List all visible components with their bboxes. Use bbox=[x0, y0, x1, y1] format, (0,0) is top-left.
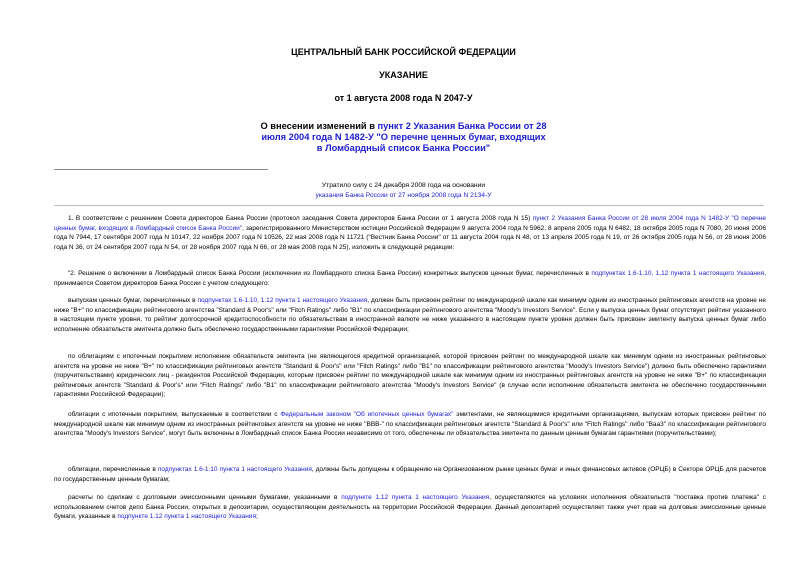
status-link[interactable]: указания Банка России от 27 ноября 2008 года N 2134-У bbox=[315, 192, 492, 199]
paragraph-5 bbox=[54, 410, 766, 439]
link[interactable]: Федеральным законом "Об ипотечных ценных бумагах" bbox=[280, 411, 454, 418]
link[interactable]: подпунктах 1.6-1.10, 1.12 пункта 1 настоящего Указания bbox=[197, 297, 368, 304]
doc-date-heading: от 1 августа 2008 года N 2047-У bbox=[334, 93, 473, 103]
text: эмитентами, не являющимися кредитными организациями, выпускам которых присвоен рейтинг по международной шкале как минимум одним из иностранных рейтинговых агентств на уровне не ниже "BBB-" по классификации рейтинговых агентств "Standard & Poor's" или "Fitch Ratings" либо "Baa3" по классификации рейтингового агентства "Moody's Investors Service", могут быть включены в Ломбардный список Банка России независимо от того, обеспечены ли обязательства эмитента по данным ценным бумагам гарантиями (поручительствами); bbox=[54, 411, 767, 438]
text: , принимается Советом директоров Банка России с учетом следующего: bbox=[54, 270, 766, 287]
paragraph-6 bbox=[54, 465, 766, 484]
text: облигации с ипотечным покрытием, выпускаемые в соответствии с bbox=[68, 411, 281, 418]
paragraph-4 bbox=[54, 352, 766, 400]
link[interactable]: подпунктах 1.6-1.10 пункта 1 настоящего Указания bbox=[157, 466, 312, 473]
link[interactable]: подпункте 1.12 пункта 1 настоящего Указания bbox=[341, 494, 490, 501]
text: "2. Решение о включении в Ломбардный список Банка России (исключении из Ломбардного списка Банка России) конкретных выпусков ценных бумаг, перечисленных в bbox=[68, 270, 592, 277]
text: расчеты по сделкам с долговыми эмиссионными ценными бумагами, указанными в bbox=[68, 494, 342, 501]
link[interactable]: пункт 2 Указания Банка России от 28 июля 2004 года N 1482-У "О перечне ценных бумаг, входящих в Ломбардный список Банка России" bbox=[54, 215, 766, 232]
text: ; bbox=[255, 513, 258, 521]
divider bbox=[54, 205, 764, 206]
paragraph-7 bbox=[54, 493, 766, 522]
document-title bbox=[0, 121, 807, 154]
paragraph-2 bbox=[54, 269, 766, 288]
paragraph-1 bbox=[54, 214, 766, 252]
text: 1. В соответствии с решением Совета директоров Банка России (протокол заседания Совета директоров Банка России от 1 августа 2008 года N 15) bbox=[68, 215, 533, 222]
text: выпускам ценных бумаг, перечисленных в bbox=[68, 297, 198, 304]
divider bbox=[54, 169, 268, 170]
link[interactable]: подпунктах 1.6-1.10, 1.12 пункта 1 настоящего Указания bbox=[591, 270, 765, 277]
text: по облигациям с ипотечным покрытием исполнение обязательств эмитента (не являющегося кредитной организацией, которой присвоен рейтинг по международной шкале как минимум одним из иностранных рейтинговых агентств на уровне не ниже "B+" по классификации рейтинговых агентств "Standard & Poor's" или "Fitch Ratings" либо "B1" по классификации рейтингового агентства "Moody's Investors Service") должно быть обеспечено гарантиями (поручительствами) юридических лиц - резидентов Российской Федерации, которым присвоен рейтинг по международной шкале как минимум одним из иностранных рейтинговых агентств на уровне не ниже "B+" по классификации рейтинговых агентств "Standard & Poor's" или "Fitch Ratings" либо "B1" по классификации рейтингового агентства "Moody's Investors Service" (в случае если исполнение обязательств эмитента не обеспечено государственными гарантиями Российской Федерации); bbox=[54, 353, 766, 399]
text: облигации, перечисленные в bbox=[68, 466, 158, 473]
link[interactable]: подпункте 1.12 пункта 1 настоящего Указания bbox=[117, 513, 256, 521]
paragraph-3 bbox=[54, 296, 766, 334]
bank-heading: ЦЕНТРАЛЬНЫЙ БАНК РОССИЙСКОЙ ФЕДЕРАЦИИ bbox=[291, 47, 516, 57]
text: , должны быть допущены к обращению на Организованном рынке ценных бумаг и иных финансовых активов (ОРЦБ) в Секторе ОРЦБ для расчетов по государственным ценным бумагам; bbox=[54, 466, 766, 483]
text: , зарегистрированного Министерством юстиции Российской Федерации 9 августа 2004 года N 5962, 8 апреля 2005 года N 6482, 18 октября 2005 года N 7080, 20 июня 2006 года N 7944, 17 сентября 2007 года N 10147, 22 ноября 2007 года N 10526, 22 мая 2008 года N 11721 ("Вестник Банка России" от 11 августа 2004 года N 48, от 13 апреля 2005 года N 19, от 26 октября 2005 года N 56, от 28 июня 2006 года N 36, от 24 сентября 2007 года N 54, от 28 ноября 2007 года N 66, от 28 мая 2008 года N 25), изложить в следующей редакции: bbox=[54, 224, 766, 251]
doc-type-heading: УКАЗАНИЕ bbox=[379, 70, 428, 80]
text: , должен быть присвоен рейтинг по международной шкале как минимум одним из иностранных рейтинговых агентств на уровне не ниже "B+" по классификации рейтингового агентства "Standard & Poor's" или "Fitch Ratings" либо "B1" по классификации рейтингового агентства "Moody's Investors Service". Если у выпуска ценных бумаг отсутствует рейтинг указанного в настоящем пункте уровня, то рейтинг долгосрочной кредитоспособности по обязательствам в иностранной валюте не ниже указанного в настоящем пункте уровня должен быть присвоен эмитенту выпуска ценных бумаг либо исполнение обязательств эмитента должно быть обеспечено государственными гарантиями Российской Федерации; bbox=[54, 297, 767, 333]
title-link[interactable]: пункт 2 Указания Банка России от 28 июля 2004 года N 1482-У "О перечне ценных бумаг, входящих в Ломбардный список Банка России" bbox=[261, 121, 547, 153]
status-note bbox=[0, 181, 807, 201]
status-line: Утратило силу с 24 декабря 2008 года на основании bbox=[321, 182, 486, 189]
text: , осуществляются на условиях исполнения обязательств "поставка против платежа" с использованием счетов депо Банка России, открытых в депозитарии, осуществляющем деятельность на территории Российской Федерации. Данный депозитарий осуществляет также учет прав на долговые эмиссионные ценные бумаги, указанные в bbox=[54, 494, 766, 521]
title-prefix: О внесении изменений в bbox=[260, 121, 378, 131]
